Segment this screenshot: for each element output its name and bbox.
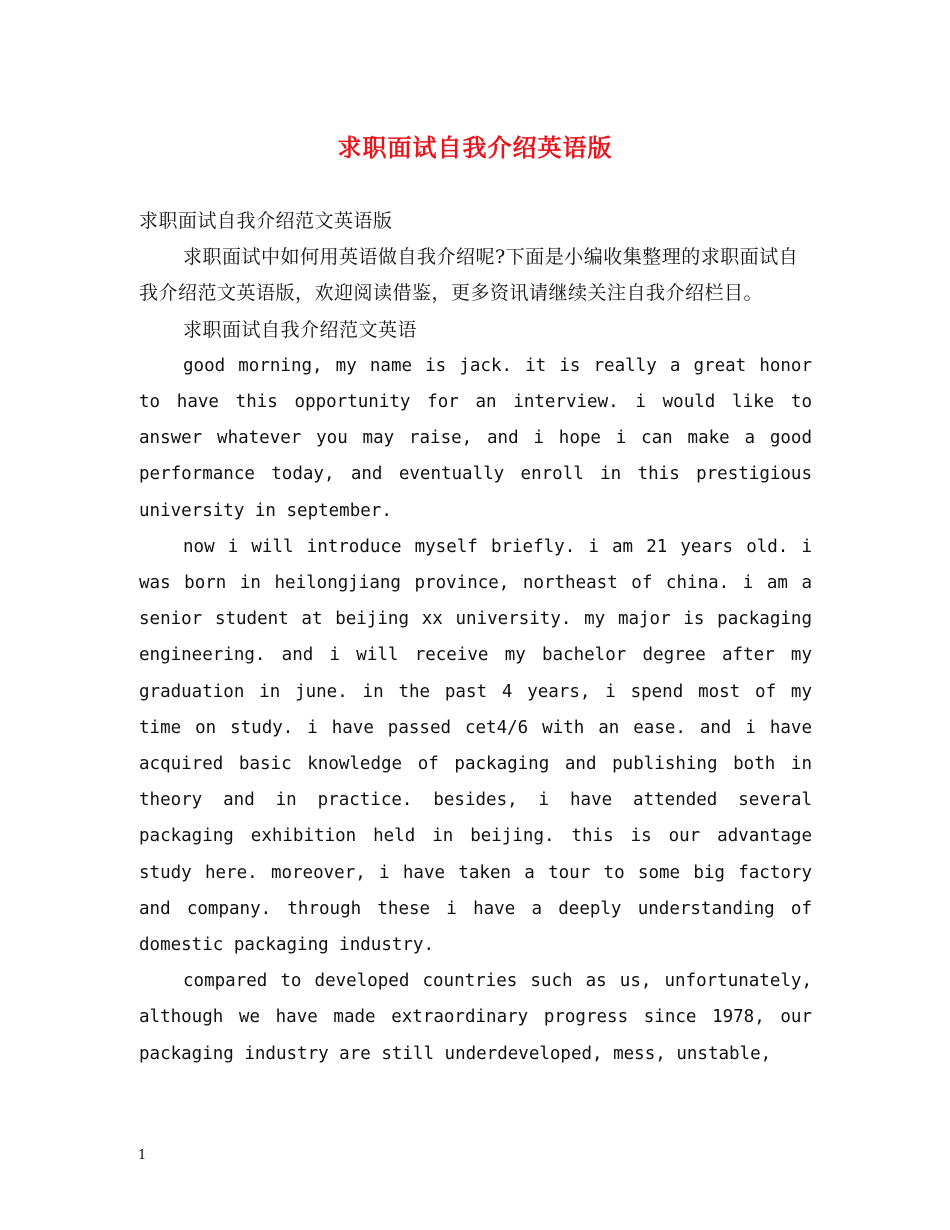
english-paragraph-background: now i will introduce myself briefly. i am 21 years old. i was born in heilongjiang province, northeast of china. i am a senior student at beijing xx university. my major is packaging engineering. and i will receive my bachelor degree after my graduation in june. in the past 4 years, i spend most of my time on study. i have passed cet4/6 with an ease. and i have acquired basic knowledge of packaging and publishing both in theory and in practice. besides, i have attended several packaging exhibition held in beijing. this is our advantage study here. moreover, i have taken a tour to some big factory and company. through these i have a deeply understanding of domestic packaging industry. [139,536,812,956]
page-number: 1 [138,1148,147,1163]
document-title: 求职面试自我介绍英语版 [337,133,613,162]
section-heading-paragraph: 求职面试自我介绍范文英语 [183,318,418,341]
intro-paragraph: 求职面试中如何用英语做自我介绍呢?下面是小编收集整理的求职面试自我介绍范文英语版，欢迎阅读借鉴，更多资讯请继续关注自我介绍栏目。 [139,246,799,305]
english-paragraph-industry: compared to developed countries such as us, unfortunately, although we have made extraordinary progress since 1978, our packaging industry are still underdeveloped, mess, unstable, [139,971,812,1064]
document-body [139,203,812,1072]
english-paragraph-greeting: good morning, my name is jack. it is really a great honor to have this opportunity for an interview. i would like to answer whatever you may raise, and i hope i can make a good performance today, and eventually enroll in this prestigious university in september. [139,355,812,521]
subtitle-paragraph: 求职面试自我介绍范文英语版 [139,210,393,232]
